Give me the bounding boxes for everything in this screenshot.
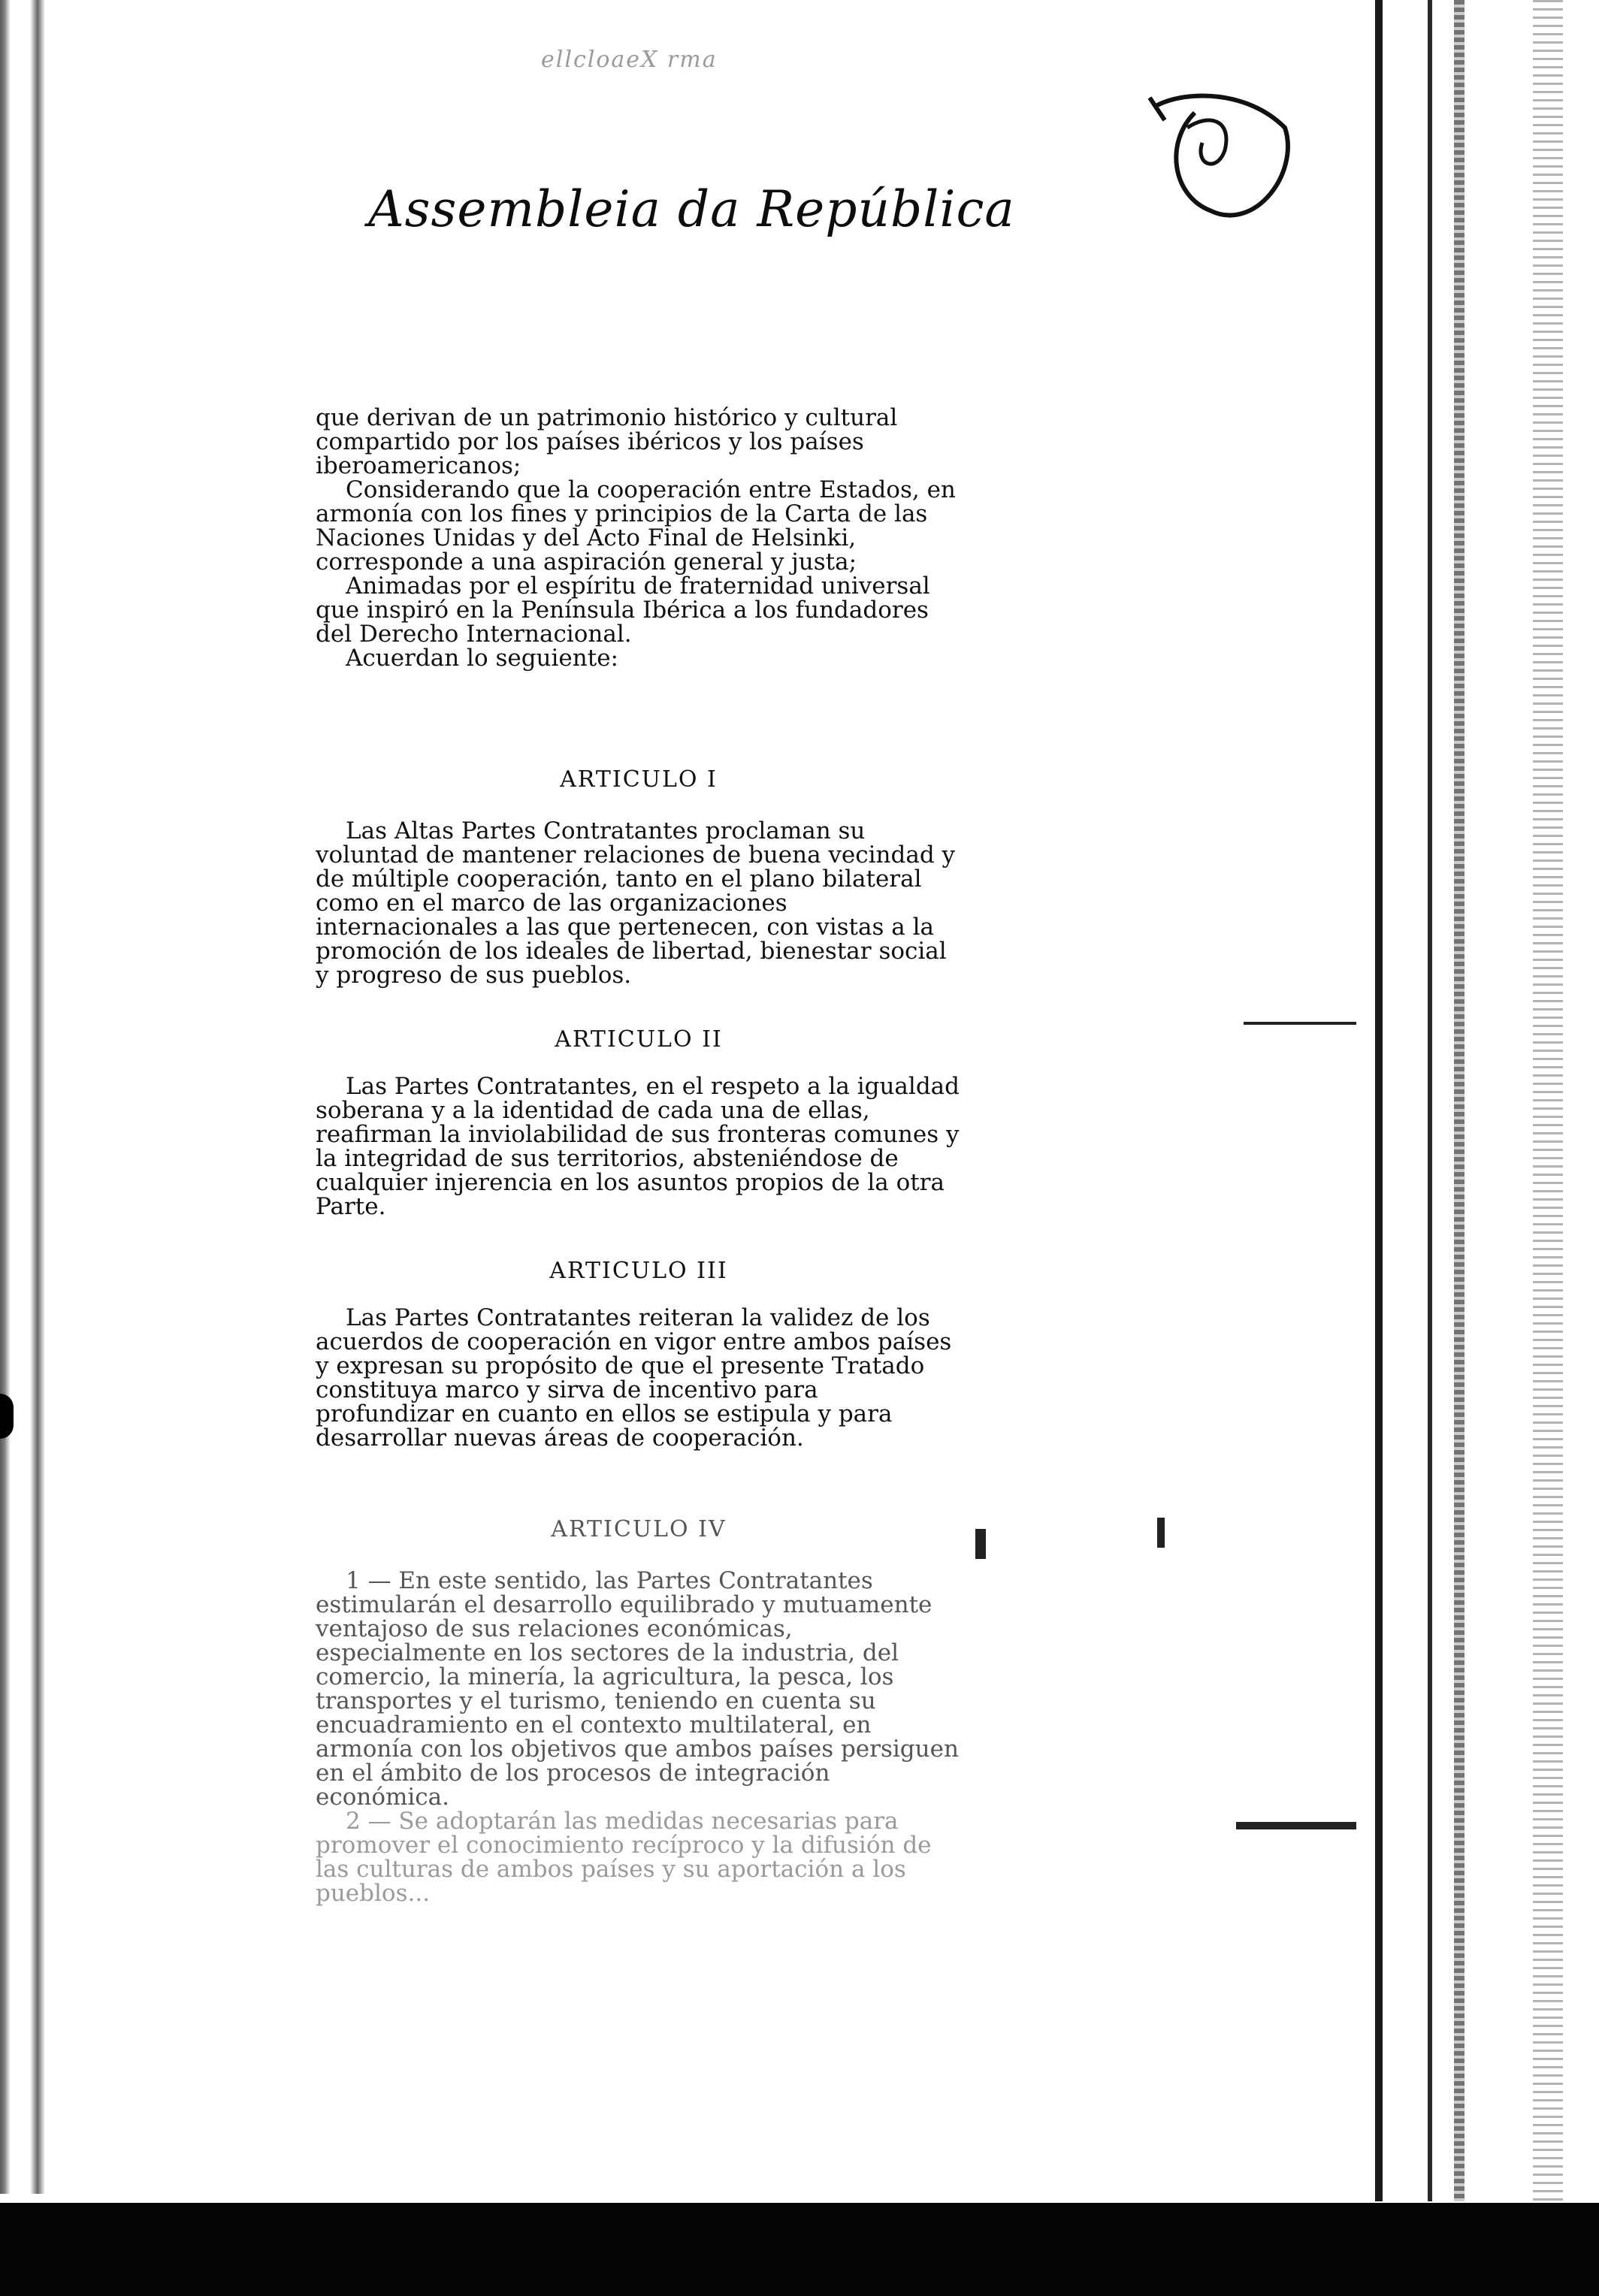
stamp-text: ellcloaeX rma — [541, 47, 718, 73]
article-text: 1 — En este sentido, las Partes Contratantes estimularán el desarrollo equilibrado y mutuamente ventajoso de sus relaciones económicas, especialmente en los sectores de la industria, del comercio, la minería, la agricultura, la pesca, los transportes y el turismo, teniendo en cuenta su encuadramiento en el contexto multilateral, en armonía con los objetivos que ambos países persiguen en el ámbito de los procesos de integración económica. — [316, 1567, 959, 1811]
scan-right-noise — [1533, 0, 1563, 2201]
scan-mark — [1157, 1518, 1165, 1548]
article-3 — [316, 1259, 962, 1450]
paragraph: Animadas por el espíritu de fraternidad universal que inspiró en la Península Ibérica a los fundadores del Derecho Internacional. — [316, 572, 930, 648]
paragraph: que derivan de un patrimonio histórico y cultural compartido por los países ibéricos y los países iberoamericanos; — [316, 404, 898, 479]
article-2 — [316, 1028, 962, 1219]
article-text: Las Partes Contratantes reiteran la validez de los acuerdos de cooperación en vigor entre ambos países y expresan su propósito de que el presente Tratado constituya marco y sirva de incentivo para profundizar en cuanto en ellos se estipula y para desarrollar nuevas áreas de cooperación. — [316, 1304, 952, 1452]
paragraph: Acuerdan lo seguiente: — [346, 645, 618, 672]
scan-right-border — [1428, 0, 1432, 2201]
institution-logotype: Assembleia da República — [368, 180, 1015, 238]
article-4 — [316, 1518, 962, 1905]
article-heading: ARTICULO IV — [551, 1516, 727, 1542]
scan-mark — [1236, 1822, 1356, 1829]
scan-mark — [1244, 1022, 1356, 1025]
scan-left-edge — [0, 0, 53, 2194]
paragraph: Considerando que la cooperación entre Estados, en armonía con los fines y principios de la Carta de las Naciones Unidas y del Acto Final de Helsinki, corresponde a una aspiración general y justa; — [316, 476, 956, 576]
article-text: 2 — Se adoptarán las medidas necesarias para promover el conocimiento recíproco y la difusión de las culturas de ambos países y su aportación a los pueblos... — [316, 1808, 932, 1907]
scan-blot — [0, 1394, 14, 1439]
scan-bottom-band — [0, 2203, 1599, 2296]
article-text: Las Altas Partes Contratantes proclaman su voluntad de mantener relaciones de buena vecindad y de múltiple cooperación, tanto en el plano bilateral como en el marco de las organizaciones internacionales a las que pertenecen, con vistas a la promoción de los ideales de libertad, bienestar social y progreso de sus pueblos. — [316, 817, 956, 989]
intro-block — [316, 406, 962, 670]
article-heading: ARTICULO II — [555, 1026, 723, 1053]
article-text: Las Partes Contratantes, en el respeto a la igualdad soberana y a la identidad de cada una de ellas, reafirman la inviolabilidad de sus fronteras comunes y la integridad de sus territorios, absteniéndose de cualquier injerencia en los asuntos propios de la otra Parte. — [316, 1073, 960, 1220]
article-heading: ARTICULO III — [549, 1258, 728, 1284]
seal-emblem — [1142, 83, 1300, 240]
article-heading: ARTICULO I — [560, 766, 718, 793]
scan-mark — [975, 1529, 986, 1559]
scan-right-border — [1375, 0, 1383, 2201]
scan-right-border — [1454, 0, 1464, 2201]
article-1 — [316, 768, 962, 987]
